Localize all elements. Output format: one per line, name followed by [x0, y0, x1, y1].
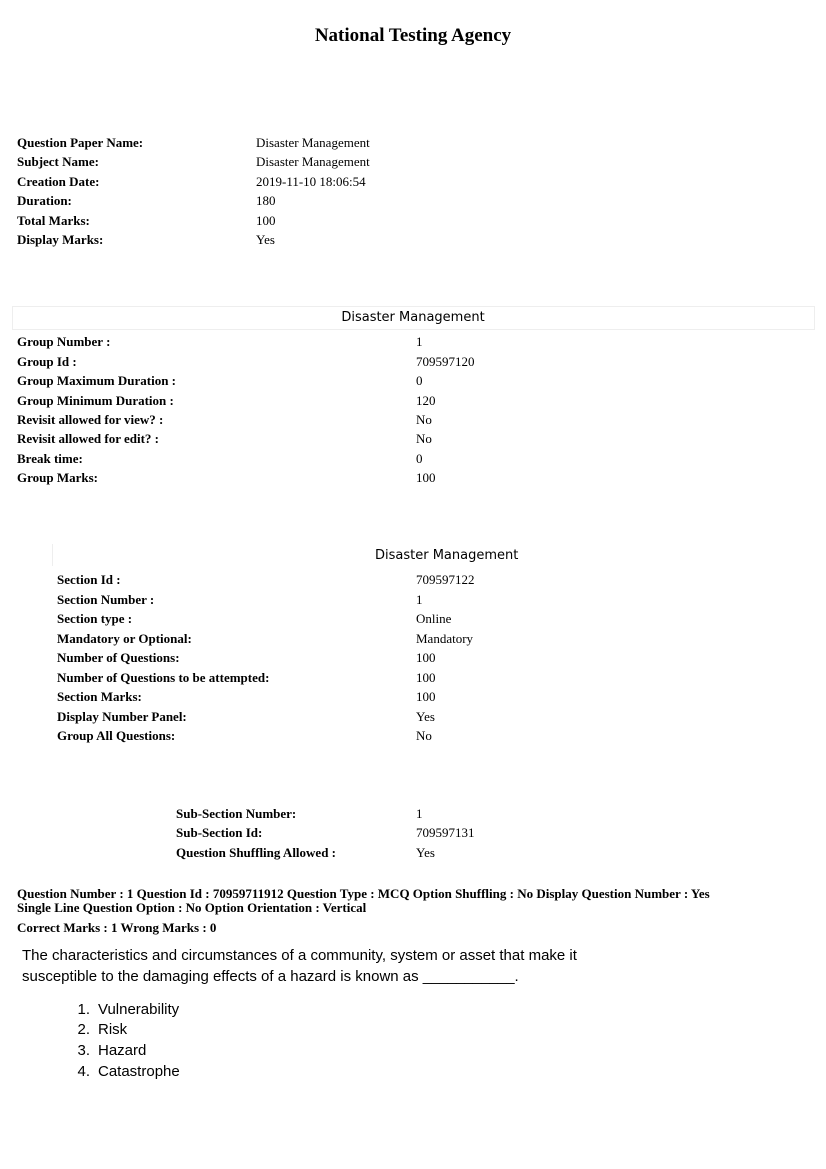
- option-number: 4.: [77, 1063, 90, 1080]
- section-id-value: 709597122: [416, 572, 475, 587]
- option-text: Vulnerability: [98, 1001, 180, 1018]
- mandatory-optional-label: Mandatory or Optional:: [57, 631, 192, 646]
- paper-name-value: Disaster Management: [256, 135, 370, 150]
- revisit-view-label: Revisit allowed for view? :: [17, 412, 164, 427]
- option-text: Risk: [98, 1021, 128, 1038]
- revisit-edit-label: Revisit allowed for edit? :: [17, 431, 160, 446]
- section-heading: Disaster Management: [375, 548, 519, 563]
- display-number-panel-label: Display Number Panel:: [57, 709, 187, 724]
- questions-attempted-label: Number of Questions to be attempted:: [57, 670, 270, 685]
- question-meta-line-1: Question Number : 1 Question Id : 70959711912 Question Type : MCQ Option Shuffling : No Display Question Number : Yes: [17, 886, 710, 901]
- duration-value: 180: [256, 193, 276, 208]
- question-marks-line: Correct Marks : 1 Wrong Marks : 0: [17, 920, 217, 935]
- total-marks-label: Total Marks:: [17, 213, 90, 228]
- option-number: 1.: [77, 1001, 90, 1018]
- section-marks-label: Section Marks:: [57, 689, 142, 704]
- questions-attempted-value: 100: [416, 670, 436, 685]
- question-text: [22, 945, 802, 987]
- subsection-number-label: Sub-Section Number:: [176, 806, 297, 821]
- display-marks-value: Yes: [256, 232, 275, 247]
- option-number: 3.: [77, 1042, 90, 1059]
- group-max-duration-label: Group Maximum Duration :: [17, 373, 177, 388]
- subject-name-label: Subject Name:: [17, 154, 99, 169]
- question-shuffling-label: Question Shuffling Allowed :: [176, 845, 337, 860]
- question-shuffling-value: Yes: [416, 845, 435, 860]
- number-of-questions-value: 100: [416, 650, 436, 665]
- group-id-value: 709597120: [416, 354, 475, 369]
- group-number-value: 1: [416, 334, 423, 349]
- group-min-duration-label: Group Minimum Duration :: [17, 393, 174, 408]
- subject-name-value: Disaster Management: [256, 154, 370, 169]
- section-number-label: Section Number :: [57, 592, 155, 607]
- creation-date-value: 2019-11-10 18:06:54: [256, 174, 366, 189]
- option-text: Hazard: [98, 1042, 147, 1059]
- option-item: [64, 1021, 127, 1038]
- option-item: [64, 1042, 146, 1059]
- section-number-value: 1: [416, 592, 423, 607]
- creation-date-label: Creation Date:: [17, 174, 100, 189]
- duration-label: Duration:: [17, 193, 72, 208]
- revisit-edit-value: No: [416, 431, 432, 446]
- paper-name-label: Question Paper Name:: [17, 135, 144, 150]
- number-of-questions-label: Number of Questions:: [57, 650, 180, 665]
- group-all-questions-label: Group All Questions:: [57, 728, 176, 743]
- group-max-duration-value: 0: [416, 373, 423, 388]
- section-id-label: Section Id :: [57, 572, 121, 587]
- subsection-id-value: 709597131: [416, 825, 475, 840]
- option-number: 2.: [77, 1021, 90, 1038]
- option-item: [64, 1001, 179, 1018]
- break-time-label: Break time:: [17, 451, 83, 466]
- group-marks-label: Group Marks:: [17, 470, 99, 485]
- group-min-duration-value: 120: [416, 393, 436, 408]
- question-meta-line-2: Single Line Question Option : No Option Orientation : Vertical: [17, 900, 367, 915]
- question-text-line-1: The characteristics and circumstances of a community, system or asset that make it: [22, 947, 577, 964]
- subsection-number-value: 1: [416, 806, 423, 821]
- revisit-view-value: No: [416, 412, 432, 427]
- option-item: [64, 1063, 180, 1080]
- section-type-value: Online: [416, 611, 452, 626]
- subsection-id-label: Sub-Section Id:: [176, 825, 263, 840]
- total-marks-value: 100: [256, 213, 276, 228]
- break-time-value: 0: [416, 451, 423, 466]
- group-id-label: Group Id :: [17, 354, 77, 369]
- display-marks-label: Display Marks:: [17, 232, 104, 247]
- question-text-line-2: susceptible to the damaging effects of a hazard is known as ___________.: [22, 968, 519, 985]
- mandatory-optional-value: Mandatory: [416, 631, 474, 646]
- option-text: Catastrophe: [98, 1063, 180, 1080]
- page-title: National Testing Agency: [314, 25, 512, 46]
- group-number-label: Group Number :: [17, 334, 111, 349]
- group-marks-value: 100: [416, 470, 436, 485]
- section-type-label: Section type :: [57, 611, 133, 626]
- display-number-panel-value: Yes: [416, 709, 435, 724]
- group-heading: Disaster Management: [341, 310, 485, 325]
- group-all-questions-value: No: [416, 728, 432, 743]
- section-marks-value: 100: [416, 689, 436, 704]
- section-heading-edge: [52, 544, 53, 566]
